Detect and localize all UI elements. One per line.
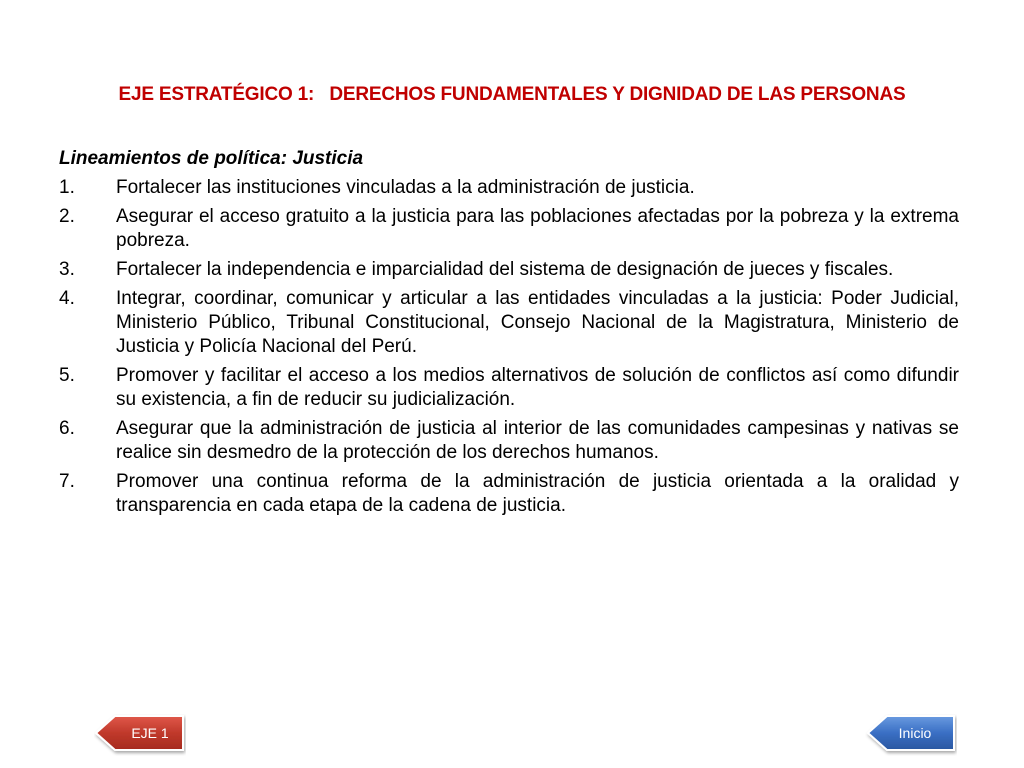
list-item-number: 1. [59,177,75,198]
section-subtitle: Lineamientos de política: Justicia [59,148,364,169]
list-item-text: Asegurar el acceso gratuito a la justicia para las poblaciones afectadas por la pobreza y la extrema pobreza. [116,206,959,251]
list-item-text: Promover y facilitar el acceso a los medios alternativos de solución de conflictos así como difundir su existencia, a fin de reducir su judicialización. [116,365,959,410]
list-item-number: 3. [59,259,75,280]
list-item-number: 7. [59,471,75,492]
guideline-list [59,176,959,518]
list-item-number: 4. [59,288,75,309]
list-item-number: 6. [59,418,75,439]
list-item [59,287,959,359]
eje-1-button-label: EJE 1 [131,725,169,741]
list-item-text: Fortalecer la independencia e imparcialidad del sistema de designación de jueces y fiscales. [116,259,894,280]
list-item [59,205,959,253]
list-item-text: Integrar, coordinar, comunicar y articular a las entidades vinculadas a la justicia: Poder Judicial, Ministerio Público, Tribunal Constitucional, Consejo Nacional de la Magistratura, Ministerio de Justicia y Policía Nacional del Perú. [116,288,959,357]
list-item-text: Promover una continua reforma de la administración de justicia orientada a la oralidad y transparencia en cada etapa de la cadena de justicia. [116,471,959,516]
list-item [59,258,959,282]
slide-content [59,147,959,523]
list-item [59,470,959,518]
list-item [59,417,959,465]
list-item-number: 5. [59,365,75,386]
list-item-text: Fortalecer las instituciones vinculadas a la administración de justicia. [116,177,695,198]
list-item [59,364,959,412]
list-item-number: 2. [59,206,75,227]
inicio-button-label: Inicio [898,725,932,741]
inicio-button[interactable] [865,714,957,756]
list-item [59,176,959,200]
eje-1-button[interactable] [94,714,186,756]
list-item-text: Asegurar que la administración de justicia al interior de las comunidades campesinas y nativas se realice sin desmedro de la protección de los derechos humanos. [116,418,959,463]
slide-title: EJE ESTRATÉGICO 1: DERECHOS FUNDAMENTALES Y DIGNIDAD DE LAS PERSONAS [118,84,906,105]
